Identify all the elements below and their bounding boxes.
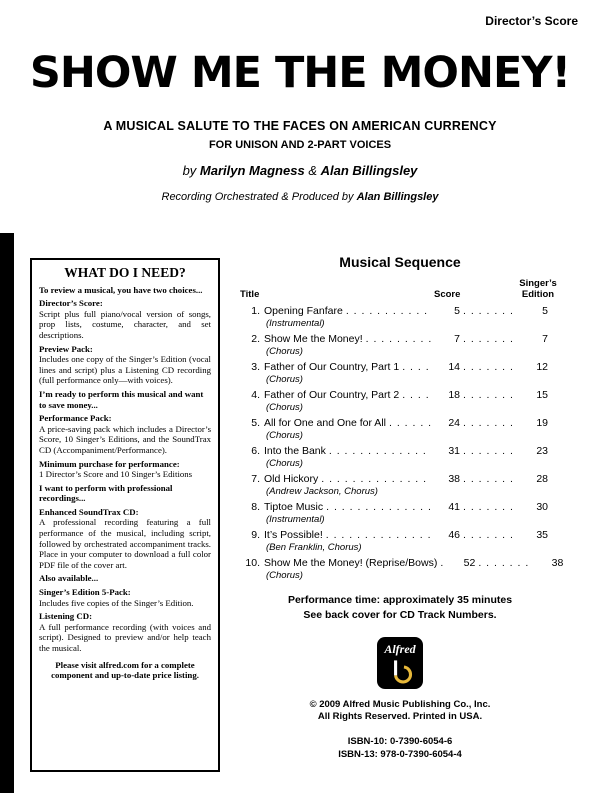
dotted-leader [463,529,513,542]
byline [0,163,600,178]
musical-subtitle: A MUSICAL SALUTE TO THE FACES ON AMERICAN CURRENCY [103,119,497,133]
dotted-leader [346,305,431,318]
performance-time: Performance time: approximately 35 minutes [287,594,513,606]
voicing-label: FOR UNISON AND 2-PART VOICES [208,139,392,151]
item-title: Show Me the Money! (Reprise/Bows) [264,557,438,569]
item-performers: (Instrumental) [266,318,325,329]
item-number: 7. [251,473,260,485]
what-do-i-need-box [30,258,220,772]
directors-score-text: Script plus full piano/vocal version of songs, prop lists, costume, character, and set descriptions. [39,308,211,340]
by-prefix: by [182,163,197,178]
item-number: 4. [251,389,260,401]
alfred-logo [377,637,423,689]
performance-pack-text: A price-saving pack which includes a Director’s Score, 10 Singer’s Editions, and the SoundTrax CD (Accompaniment/Performance). [39,423,211,455]
soundtrax-text: A professional recording featuring a full performance of the musical, including script, followed by orchestrated accompaniment tracks. Place in your computer to download a full color PDF file of the cover art. [39,517,211,570]
item-title: Opening Fanfare [264,305,343,317]
item-title: It’s Possible! [264,529,323,541]
sequence-item [240,501,560,525]
item-singers-page: 12 [536,361,548,373]
directors-score-label: Director’s Score: [39,298,103,309]
item-score-page: 31 [448,445,460,457]
dotted-leader [463,361,513,374]
five-pack-text: Includes five copies of the Singer’s Edition. [39,597,194,608]
item-score-page: 7 [454,333,460,345]
ready-heading: I’m ready to perform this musical and want to save money... [39,388,204,410]
five-pack-item [39,587,211,608]
listening-cd-text: A full performance recording (with voices and script). Designed to preview and/or help teach the musical. [39,621,211,653]
item-title: Father of Our Country, Part 2 [264,389,400,401]
item-performers: (Chorus) [266,570,303,581]
item-number: 9. [251,529,260,541]
item-title: Old Hickory [264,473,319,485]
sequence-item [240,333,560,357]
item-score-page: 38 [448,473,460,485]
minimum-purchase-label: Minimum purchase for performance: [39,458,180,469]
dotted-leader [463,473,513,486]
item-title: Into the Bank [264,445,326,457]
musical-title: SHOW ME THE MONEY! [29,48,571,98]
info-box-footer: Please visit alfred.com for a complete component and up-to-date price listing. [51,659,199,681]
item-score-page: 52 [463,557,476,569]
dotted-leader [463,501,513,514]
preview-pack-item [39,344,211,386]
item-number: 1. [251,305,260,317]
item-number: 10. [245,557,260,569]
copyright-block [240,699,560,723]
cd-track-note: See back cover for CD Track Numbers. [303,609,497,621]
recording-credit [0,191,600,203]
author-2: Alan Billingsley [320,163,418,178]
copyright-line-1: © 2009 Alfred Music Publishing Co., Inc. [309,699,491,710]
listening-cd-label: Listening CD: [39,611,93,622]
item-performers: (Chorus) [266,374,303,385]
sequence-item [240,445,560,469]
soundtrax-item [39,507,211,571]
directors-score-item [39,298,211,340]
listening-cd-item [39,611,211,653]
sequence-column-headers [240,279,560,300]
item-number: 5. [251,417,260,429]
item-singers-page: 5 [542,305,548,317]
also-available-heading: Also available... [39,573,99,584]
left-edge-bar [0,233,14,793]
recording-credit-prefix: Recording Orchestrated & Produced by [161,191,354,203]
item-singers-page: 15 [536,389,548,401]
isbn-10: ISBN-10: 0-7390-6054-6 [347,736,453,747]
info-intro: To review a musical, you have two choices... [39,284,203,295]
item-score-page: 18 [448,389,460,401]
author-1: Marilyn Magness [199,163,305,178]
author-separator: & [308,163,317,178]
column-header-singers-edition [516,279,560,300]
dotted-leader [389,417,431,430]
item-title: Father of Our Country, Part 1 [264,361,400,373]
item-performers: (Chorus) [266,458,303,469]
performance-notes [240,593,560,623]
info-box-heading: WHAT DO I NEED? [64,265,186,280]
dotted-leader [463,417,513,430]
item-title: Tiptoe Music [264,501,324,513]
isbn-13: ISBN-13: 978-0-7390-6054-4 [338,749,462,760]
item-number: 8. [251,501,260,513]
column-header-title: Title [240,289,260,300]
item-performers: (Chorus) [266,402,303,413]
dotted-leader [329,445,431,458]
item-title: Show Me the Money! [264,333,363,345]
dotted-leader [366,333,431,346]
dotted-leader [478,557,528,570]
sequence-item [240,557,564,581]
item-score-page: 5 [454,305,460,317]
item-score-page: 46 [448,529,460,541]
item-performers: (Ben Franklin, Chorus) [266,542,362,553]
item-number: 2. [251,333,260,345]
item-singers-page: 7 [542,333,548,345]
alfred-lute-icon [385,658,415,684]
musical-sequence-section [240,254,564,761]
professional-heading: I want to perform with professional recordings... [39,482,173,504]
five-pack-label: Singer’s Edition 5-Pack: [39,587,131,598]
dotted-leader [402,389,431,402]
recording-credit-name: Alan Billingsley [356,191,439,203]
item-performers: (Andrew Jackson, Chorus) [266,486,378,497]
sequence-item [240,389,560,413]
item-title: All for One and One for All [264,417,386,429]
column-header-singers-line2: Edition [521,288,555,300]
item-singers-page: 19 [536,417,548,429]
item-number: 3. [251,361,260,373]
dotted-leader [463,333,513,346]
sequence-item [240,417,560,441]
item-singers-page: 30 [536,501,548,513]
performance-pack-label: Performance Pack: [39,413,112,424]
preview-pack-label: Preview Pack: [39,343,93,354]
item-score-page: 14 [448,361,460,373]
item-singers-page: 35 [536,529,548,541]
item-performers: (Instrumental) [266,514,325,525]
item-performers: (Chorus) [266,430,303,441]
performance-pack-item [39,413,211,455]
dotted-leader [326,529,431,542]
dotted-leader [463,305,513,318]
minimum-purchase-text: 1 Director’s Score and 10 Singer’s Editions [39,469,193,480]
sequence-item [240,473,560,497]
dotted-leader [440,557,446,570]
alfred-logo-text: Alfred [384,642,416,656]
dotted-leader [463,389,513,402]
sequence-item [240,361,560,385]
item-singers-page: 28 [536,473,548,485]
sequence-item [240,305,560,329]
dotted-leader [326,501,431,514]
item-number: 6. [251,445,260,457]
sequence-item [240,529,560,553]
soundtrax-label: Enhanced SoundTrax CD: [39,506,139,517]
item-singers-page: 38 [551,557,564,569]
sequence-heading: Musical Sequence [339,254,461,270]
edition-label: Director’s Score [485,14,578,28]
dotted-leader [463,445,513,458]
item-score-page: 24 [448,417,460,429]
isbn-block [240,735,560,761]
column-header-score: Score [434,289,461,300]
minimum-purchase-item [39,459,211,480]
column-header-singers-line1: Singer’s [519,278,557,289]
item-score-page: 41 [448,501,460,513]
dotted-leader [321,473,431,486]
item-performers: (Chorus) [266,346,303,357]
preview-pack-text: Includes one copy of the Singer’s Edition (vocal lines and script) plus a Listening CD recording (full performance only—with voices). [39,354,211,386]
item-singers-page: 23 [536,445,548,457]
copyright-line-2: All Rights Reserved. Printed in USA. [317,711,483,722]
dotted-leader [402,361,431,374]
